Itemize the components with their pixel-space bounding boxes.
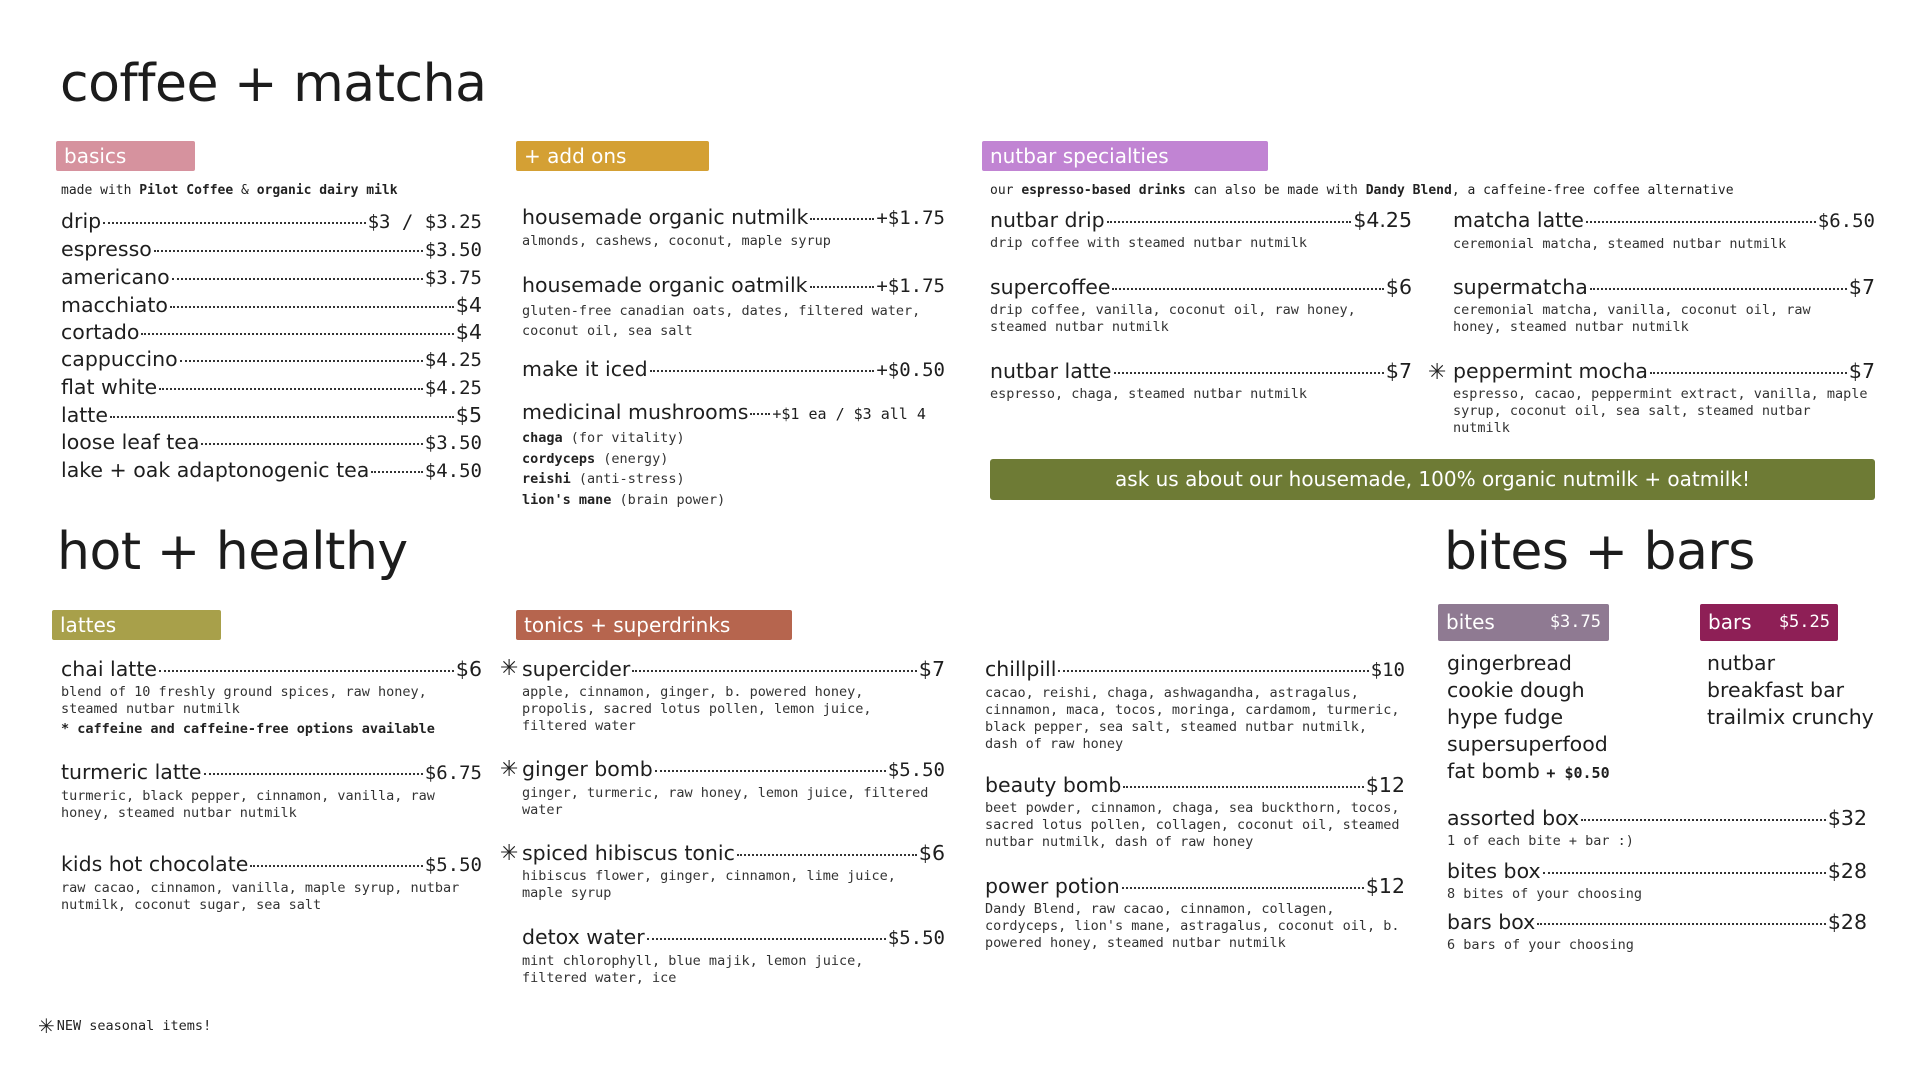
tonics-badge	[516, 610, 792, 640]
menu-item: turmeric latte $6.75 turmeric, black pepper, cinnamon, vanilla, raw honey, steamed nutbar nutmilk	[61, 760, 482, 821]
bars-price: $5.25	[1778, 612, 1830, 632]
menu-item: medicinal mushrooms +$1 ea / $3 all 4	[522, 400, 926, 424]
list-item: reishi (anti-stress)	[522, 471, 685, 487]
bites-label: bites	[1446, 610, 1495, 634]
menu-item: kids hot chocolate $5.50 raw cacao, cinnamon, vanilla, maple syrup, nutbar nutmilk, coconut sugar, sea salt	[61, 852, 482, 913]
bars-badge	[1700, 604, 1838, 641]
menu-item: detox water $5.50 mint chlorophyll, blue majik, lemon juice, filtered water, ice	[522, 925, 945, 986]
tonics-label: tonics + superdrinks	[524, 613, 731, 637]
menu-item: spiced hibiscus tonic $6 hibiscus flower, ginger, cinnamon, lime juice, maple syrup	[522, 841, 945, 901]
section-title-bites: bites + bars	[1444, 522, 1755, 582]
list-item: cordyceps (energy)	[522, 450, 669, 467]
footer-note: ✳ NEW seasonal items!	[38, 1014, 212, 1038]
menu-item: ginger bomb $5.50 ginger, turmeric, raw honey, lemon juice, filtered water	[522, 757, 945, 818]
menu-item: americano $3.75	[61, 265, 482, 289]
bites-badge	[1438, 604, 1609, 641]
basics-list	[61, 208, 482, 485]
menu-item: bites box $28 8 bites of your choosing	[1447, 859, 1867, 902]
menu-item: housemade organic nutmilk +$1.75 almonds, cashews, coconut, maple syrup	[522, 205, 945, 249]
asterisk-icon: ✳	[500, 656, 519, 681]
list-item: hype fudge	[1447, 705, 1564, 729]
basics-note: made with Pilot Coffee & organic dairy milk	[61, 183, 398, 198]
list-item: trailmix crunchy	[1707, 705, 1874, 729]
menu-item: beauty bomb $12 beet powder, cinnamon, chaga, sea buckthorn, tocos, sacred lotus pollen, collagen, coconut oil, steamed nutbar nutmilk, dash of raw honey	[985, 773, 1405, 850]
menu-item: assorted box $32 1 of each bite + bar :)	[1447, 806, 1867, 849]
lattes-label: lattes	[60, 613, 117, 637]
menu-item: chillpill $10 cacao, reishi, chaga, ashwagandha, astragalus, cinnamon, maca, tocos, moringa, cardamom, turmeric, black pepper, sea salt, steamed nutbar nutmilk, dash of raw honey	[985, 657, 1405, 752]
menu-item: power potion $12 Dandy Blend, raw cacao, cinnamon, collagen, cordyceps, lion's mane, astragalus, coconut oil, b. powered honey, steamed nutbar nutmilk	[985, 874, 1405, 951]
specialties-label: nutbar specialties	[990, 144, 1169, 168]
list-item: supersuperfood	[1447, 732, 1608, 756]
menu-item: supercoffee $6 drip coffee, vanilla, coconut oil, raw honey, steamed nutbar nutmilk	[990, 275, 1412, 335]
menu-item: latte $5	[61, 403, 482, 427]
list-item: chaga (for vitality)	[522, 430, 685, 446]
bites-list	[1447, 650, 1610, 787]
asterisk-icon: ✳	[38, 1014, 55, 1038]
list-item: gingerbread	[1447, 651, 1572, 675]
menu-item: cappuccino $4.25	[61, 347, 482, 371]
specialties-badge	[982, 141, 1268, 171]
bars-list	[1707, 650, 1874, 731]
menu-item: espresso $3.50	[61, 237, 482, 261]
basics-badge	[56, 141, 195, 171]
menu-item: nutbar latte $7 espresso, chaga, steamed nutbar nutmilk	[990, 359, 1412, 402]
section-title-coffee: coffee + matcha	[60, 54, 487, 114]
promo-banner: ask us about our housemade, 100% organic nutmilk + oatmilk!	[990, 459, 1875, 500]
specialties-note: our espresso-based drinks can also be made with Dandy Blend, a caffeine-free coffee alternative	[990, 183, 1734, 198]
menu-item: nutbar drip $4.25 drip coffee with steamed nutbar nutmilk	[990, 208, 1412, 251]
addons-badge	[516, 141, 709, 171]
menu-item: supermatcha $7 ceremonial matcha, vanilla, coconut oil, raw honey, steamed nutbar nutmilk	[1453, 275, 1875, 335]
list-item: breakfast bar	[1707, 678, 1845, 702]
menu-item: lake + oak adaptonogenic tea $4.50	[61, 458, 482, 482]
section-title-hot: hot + healthy	[57, 522, 408, 582]
list-item: cookie dough	[1447, 678, 1585, 702]
list-item: fat bomb + $0.50	[1447, 759, 1610, 783]
menu-item: housemade organic oatmilk +$1.75 gluten-free canadian oats, dates, filtered water, coconut oil, sea salt	[522, 273, 945, 339]
asterisk-icon: ✳	[1428, 360, 1447, 385]
menu-item: chai latte $6 blend of 10 freshly ground spices, raw honey, steamed nutbar nutmilk * caffeine and caffeine-free options available	[61, 657, 482, 737]
menu-item: flat white $4.25	[61, 375, 482, 399]
asterisk-icon: ✳	[500, 841, 519, 866]
menu-item: make it iced +$0.50	[522, 357, 945, 381]
menu-item: cortado $4	[61, 320, 482, 344]
mushroom-list	[522, 428, 725, 510]
menu-item: drip $3 / $3.25	[61, 209, 482, 233]
menu-item: supercider $7 apple, cinnamon, ginger, b. powered honey, propolis, sacred lotus pollen, lemon juice, filtered water	[522, 657, 945, 734]
menu-item: bars box $28 6 bars of your choosing	[1447, 910, 1867, 953]
bars-label: bars	[1708, 610, 1752, 634]
addons-label: + add ons	[524, 144, 627, 168]
bites-price: $3.75	[1549, 612, 1601, 632]
menu-item: macchiato $4	[61, 293, 482, 317]
basics-label: basics	[64, 144, 127, 168]
menu-item: matcha latte $6.50 ceremonial matcha, steamed nutbar nutmilk	[1453, 208, 1875, 252]
asterisk-icon: ✳	[500, 757, 519, 782]
menu-item: loose leaf tea $3.50	[61, 430, 482, 454]
menu-item: peppermint mocha $7 espresso, cacao, peppermint extract, vanilla, maple syrup, coconut oil, sea salt, steamed nutbar nutmilk	[1453, 359, 1875, 436]
list-item: lion's mane (brain power)	[522, 491, 726, 508]
lattes-badge	[52, 610, 221, 640]
list-item: nutbar	[1707, 651, 1776, 675]
